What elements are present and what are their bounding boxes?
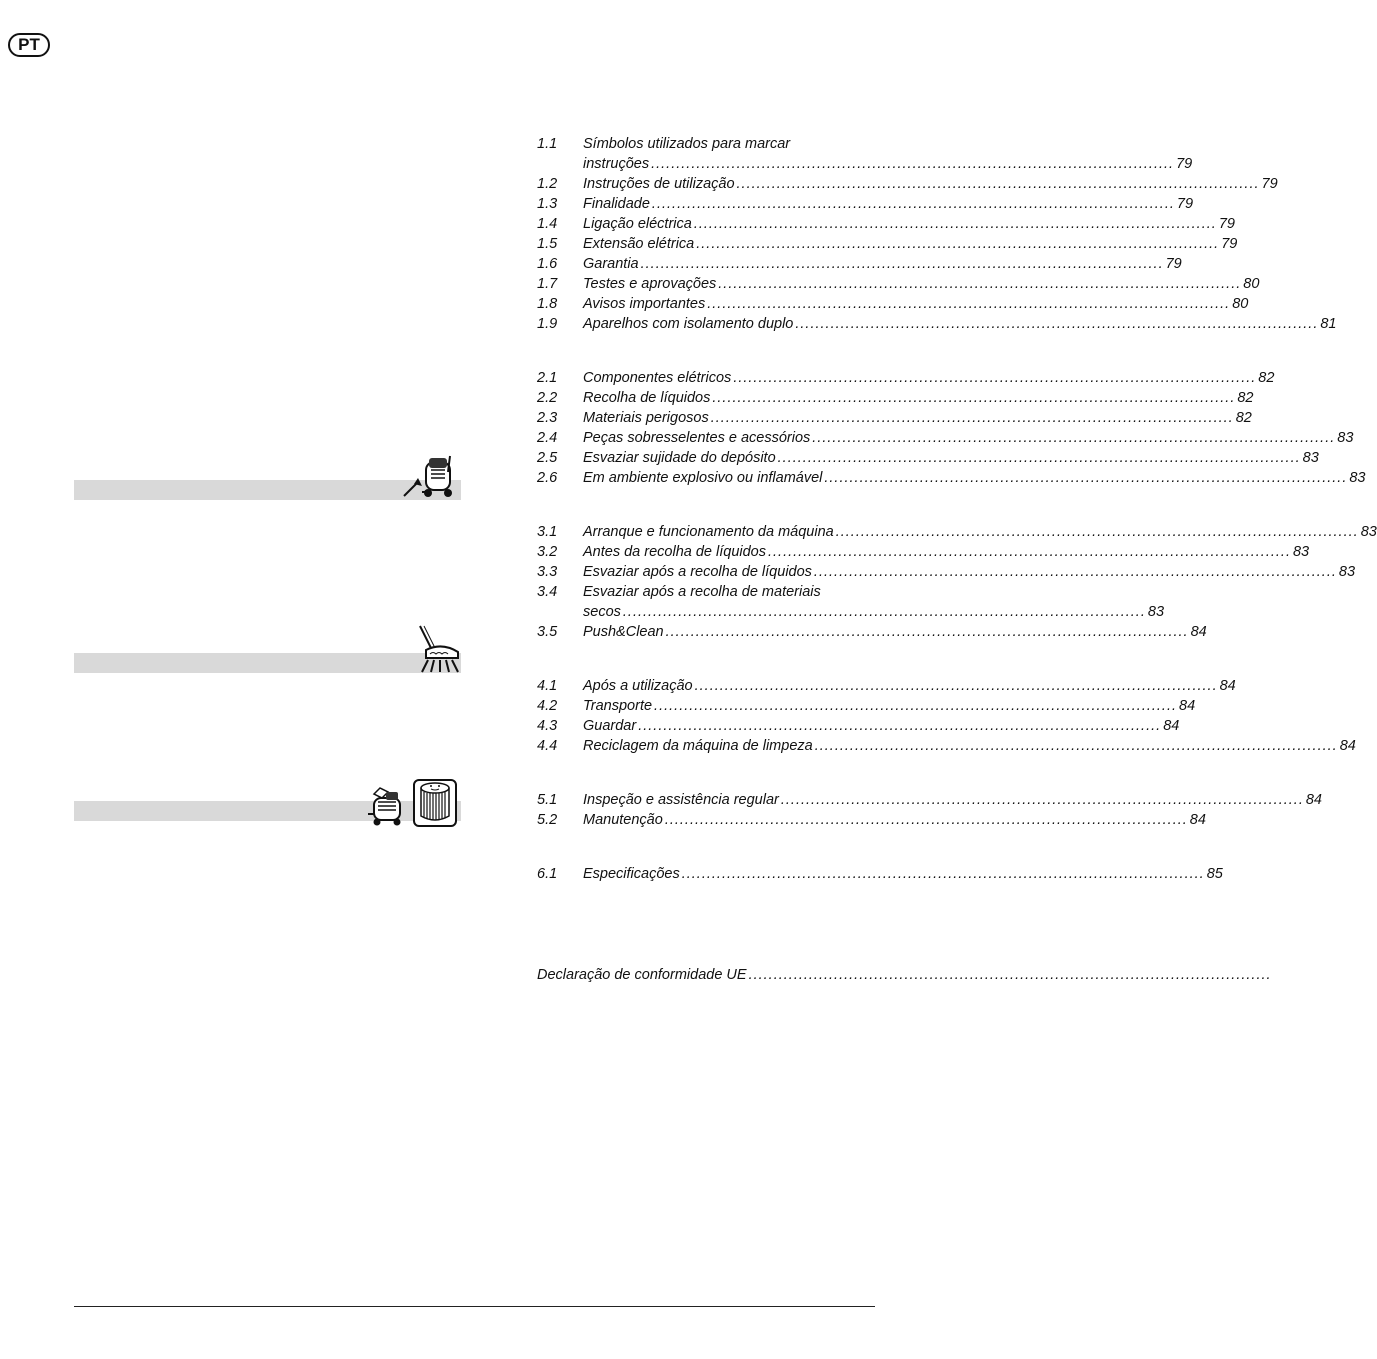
toc-number: 3.3 [537, 564, 558, 580]
toc-page: 83 [1349, 470, 1366, 486]
toc-entry[interactable]: 3.4 Esvaziar após a recolha de materiais secos ........................................................................................................ 83 [537, 584, 1165, 620]
toc-entry[interactable]: 3.3 Esvaziar após a recolha de líquidos ........................................................................................................ 83 [537, 564, 1356, 580]
declaration-entry[interactable]: Declaração de conformidade UE ........................................................................................................ [537, 967, 1272, 983]
toc-entry[interactable]: 4.1 Após a utilização ........................................................................................................ 84 [537, 678, 1236, 694]
toc-entry[interactable]: 2.4 Peças sobresselentes e acessórios ........................................................................................................ 83 [537, 430, 1354, 446]
toc-page: 84 [1190, 624, 1207, 640]
toc-number: 2.6 [537, 470, 558, 486]
toc-page: 84 [1189, 812, 1206, 828]
toc-entry[interactable]: 1.5 Extensão elétrica ........................................................................................................ 79 [537, 236, 1238, 252]
toc-page: 84 [1179, 698, 1196, 714]
toc-number: 4.1 [537, 678, 558, 694]
toc-number: 5.2 [537, 812, 558, 828]
toc-label: Arranque e funcionamento da máquina [583, 524, 834, 540]
toc-label: Componentes elétricos [583, 370, 732, 386]
toc-page: 80 [1243, 276, 1260, 292]
toc-page: 85 [1206, 866, 1223, 882]
toc-entry[interactable]: 4.3 Guardar ........................................................................................................ 84 [537, 718, 1180, 734]
wand-brush-icon [412, 624, 462, 676]
toc-label: Após a utilização [583, 678, 693, 694]
toc-number: 2.3 [537, 410, 558, 426]
toc-number: 2.5 [537, 450, 558, 466]
toc-label: Especificações [583, 866, 680, 882]
toc-number: 1.4 [537, 216, 558, 232]
toc-page: 79 [1176, 196, 1194, 212]
toc-number: 4.3 [537, 718, 558, 734]
toc-entry[interactable]: 2.2 Recolha de líquidos ........................................................................................................ 82 [537, 390, 1254, 406]
toc-number: 1.7 [537, 276, 558, 292]
toc-page: 83 [1338, 564, 1356, 580]
toc-entry[interactable]: 2.6 Em ambiente explosivo ou inflamável ........................................................................................................ 83 [537, 470, 1366, 486]
toc-number: 6.1 [537, 866, 558, 882]
toc-label: Avisos importantes [583, 296, 706, 312]
toc-label: Reciclagem da máquina de limpeza [583, 738, 813, 754]
toc-label: Em ambiente explosivo ou inflamável [583, 470, 823, 486]
toc-entry[interactable]: 3.2 Antes da recolha de líquidos ........................................................................................................ 83 [537, 544, 1310, 560]
toc-label-line1: Esvaziar após a recolha de materiais [583, 584, 821, 600]
toc-number: 1.8 [537, 296, 558, 312]
toc-entry[interactable]: 2.3 Materiais perigosos ........................................................................................................ 82 [537, 410, 1252, 426]
toc-entry[interactable]: 1.1 Símbolos utilizados para marcar instruções ........................................................................................................ 79 [537, 136, 1193, 172]
toc-label: Manutenção [583, 812, 663, 828]
toc-page: 79 [1165, 256, 1182, 272]
toc-entry[interactable]: 5.1 Inspeção e assistência regular ........................................................................................................ 84 [537, 792, 1322, 808]
toc-page: 79 [1218, 216, 1235, 232]
toc-page: 84 [1219, 678, 1236, 694]
toc-number: 3.1 [537, 524, 558, 540]
toc-number: 1.2 [537, 176, 558, 192]
toc-number: 2.4 [537, 430, 558, 446]
toc-number: 2.2 [537, 390, 558, 406]
toc-number: 2.1 [537, 370, 558, 386]
toc-page: 84 [1339, 738, 1356, 754]
toc-entry[interactable]: 1.2 Instruções de utilização ........................................................................................................ 79 [537, 176, 1278, 192]
toc-label: Esvaziar após a recolha de líquidos [583, 564, 812, 580]
toc-label: Peças sobresselentes e acessórios [583, 430, 811, 446]
footer-rule [74, 1306, 875, 1307]
toc-page: 83 [1292, 544, 1310, 560]
toc-number: 3.2 [537, 544, 558, 560]
toc-page: 81 [1320, 316, 1337, 332]
filter-icon [412, 778, 458, 828]
language-badge: PT [8, 33, 50, 57]
toc-label: Testes e aprovações [583, 276, 717, 292]
toc-entry[interactable]: 5.2 Manutenção ........................................................................................................ 84 [537, 812, 1206, 828]
toc-number: 4.2 [537, 698, 558, 714]
toc-label: Instruções de utilização [583, 176, 735, 192]
toc-page: 79 [1176, 156, 1193, 172]
toc-page: 82 [1235, 410, 1252, 426]
toc-number: 5.1 [537, 792, 558, 808]
toc-entry[interactable]: 3.5 Push&Clean ........................................................................................................ 84 [537, 624, 1207, 640]
toc-page: 83 [1337, 430, 1354, 446]
toc-entry[interactable]: 6.1 Especificações ........................................................................................................ 85 [537, 866, 1223, 882]
toc-entry[interactable]: 2.5 Esvaziar sujidade do depósito ........................................................................................................ 83 [537, 450, 1319, 466]
vacuum-arrow-icon [398, 452, 462, 502]
toc-label: Inspeção e assistência regular [583, 792, 779, 808]
declaration-label: Declaração de conformidade UE [537, 967, 747, 983]
toc-entry[interactable]: 1.3 Finalidade ........................................................................................................ 79 [537, 196, 1194, 212]
toc-number: 1.6 [537, 256, 558, 272]
toc-entry[interactable]: 3.1 Arranque e funcionamento da máquina ........................................................................................................ 83 [537, 524, 1377, 540]
section-bar-2 [74, 653, 461, 673]
toc-entry[interactable]: 1.4 Ligação eléctrica ........................................................................................................ 79 [537, 216, 1235, 232]
toc-label: Garantia [583, 256, 639, 272]
toc-label: Finalidade [583, 196, 650, 212]
toc-label: Push&Clean [583, 624, 664, 640]
toc-number: 1.5 [537, 236, 558, 252]
toc-page: 79 [1221, 236, 1238, 252]
toc-page: 82 [1258, 370, 1275, 386]
toc-label: secos [583, 604, 621, 620]
toc-label: Recolha de líquidos [583, 390, 711, 406]
toc-number: 1.1 [537, 136, 558, 152]
toc-page: 80 [1232, 296, 1249, 312]
toc-page: 84 [1305, 792, 1322, 808]
toc-entry[interactable]: 2.1 Componentes elétricos ........................................................................................................ 82 [537, 370, 1275, 386]
toc-entry[interactable]: 1.6 Garantia ........................................................................................................ 79 [537, 256, 1182, 272]
toc-label: Transporte [583, 698, 653, 714]
toc-number: 1.9 [537, 316, 558, 332]
toc-label: Antes da recolha de líquidos [583, 544, 766, 560]
toc-number: 3.4 [537, 584, 558, 600]
toc-entry[interactable]: 1.8 Avisos importantes ........................................................................................................ 80 [537, 296, 1249, 312]
toc-page: 82 [1237, 390, 1254, 406]
toc-page: 83 [1302, 450, 1319, 466]
toc-label: Extensão elétrica [583, 236, 695, 252]
toc-number: 1.3 [537, 196, 558, 212]
toc-label-line1: Símbolos utilizados para marcar [583, 136, 791, 152]
toc-entry[interactable]: 1.9 Aparelhos com isolamento duplo ........................................................................................................ 81 [537, 316, 1337, 332]
toc-label: Guardar [583, 718, 637, 734]
toc-label: Materiais perigosos [583, 410, 709, 426]
toc-page: 84 [1163, 718, 1180, 734]
toc-label: Esvaziar sujidade do depósito [583, 450, 776, 466]
toc-entry[interactable]: 4.4 Reciclagem da máquina de limpeza ........................................................................................................ 84 [537, 738, 1356, 754]
vacuum-open-icon [366, 784, 408, 828]
toc-label: Ligação eléctrica [583, 216, 692, 232]
toc-number: 4.4 [537, 738, 558, 754]
toc-page: 79 [1261, 176, 1278, 192]
toc-page: 83 [1360, 524, 1377, 540]
toc-label: instruções [583, 156, 650, 172]
toc-page: 83 [1147, 604, 1165, 620]
toc-label: Aparelhos com isolamento duplo [583, 316, 794, 332]
toc-number: 3.5 [537, 624, 558, 640]
toc-entry[interactable]: 4.2 Transporte ........................................................................................................ 84 [537, 698, 1196, 714]
toc-entry[interactable]: 1.7 Testes e aprovações ........................................................................................................ 80 [537, 276, 1260, 292]
